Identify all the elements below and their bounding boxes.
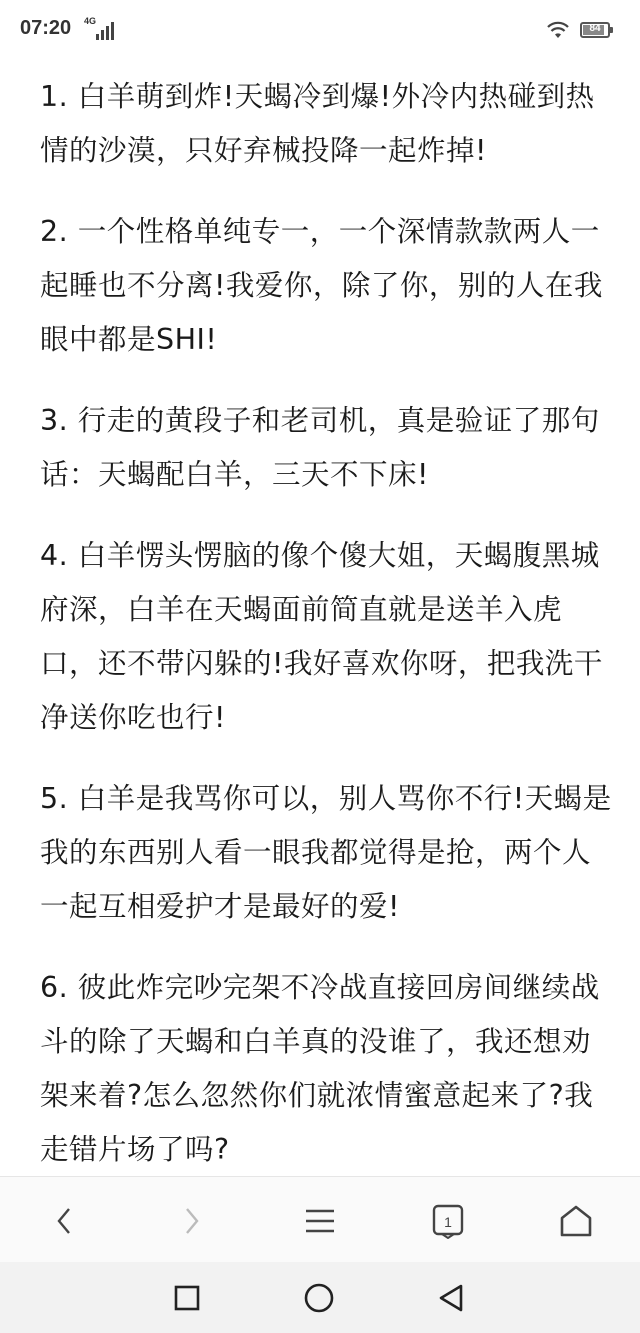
home-icon bbox=[558, 1204, 594, 1238]
cellular-signal-icon bbox=[84, 16, 116, 44]
system-navigation-bar bbox=[0, 1262, 640, 1333]
paragraph-3: 3. 行走的黄段子和老司机，真是验证了那句话：天蝎配白羊，三天不下床! bbox=[40, 404, 600, 491]
menu-icon bbox=[305, 1208, 335, 1234]
system-back-button[interactable] bbox=[429, 1276, 473, 1320]
forward-button[interactable] bbox=[170, 1199, 214, 1243]
home-circle-icon bbox=[303, 1282, 335, 1314]
recents-button[interactable] bbox=[165, 1276, 209, 1320]
back-icon bbox=[54, 1206, 74, 1236]
recents-icon bbox=[173, 1284, 201, 1312]
status-bar bbox=[0, 0, 640, 62]
paragraph-6: 6. 彼此炸完吵完架不冷战直接回房间继续战斗的除了天蝎和白羊真的没谁了，我还想劝架来着?怎么忽然你们就浓情蜜意起来了?我走错片场了吗? bbox=[40, 971, 600, 1166]
home-button[interactable] bbox=[554, 1199, 598, 1243]
article-body bbox=[40, 70, 616, 1176]
browser-toolbar bbox=[0, 1176, 640, 1263]
paragraph-1: 1. 白羊萌到炸!天蝎冷到爆!外冷内热碰到热情的沙漠，只好弃械投降一起炸掉! bbox=[40, 80, 595, 167]
paragraph-2: 2. 一个性格单纯专一，一个深情款款两人一起睡也不分离!我爱你，除了你，别的人在我眼中都是SHI! bbox=[40, 215, 603, 356]
wifi-icon bbox=[546, 20, 570, 40]
tabs-button[interactable] bbox=[426, 1199, 470, 1243]
paragraph-4: 4. 白羊愣头愣脑的像个傻大姐，天蝎腹黑城府深，白羊在天蝎面前简直就是送羊入虎口，还不带闪躲的!我好喜欢你呀，把我洗干净送你吃也行! bbox=[40, 539, 603, 734]
system-home-button[interactable] bbox=[297, 1276, 341, 1320]
back-button[interactable] bbox=[42, 1199, 86, 1243]
tabs-icon bbox=[430, 1203, 466, 1239]
forward-icon bbox=[182, 1206, 202, 1236]
network-type-label: 4G bbox=[84, 16, 97, 26]
tab-count: 1 bbox=[444, 1214, 452, 1230]
battery-icon bbox=[580, 22, 610, 38]
battery-level: 84 bbox=[589, 23, 601, 34]
paragraph-5: 5. 白羊是我骂你可以，别人骂你不行!天蝎是我的东西别人看一眼我都觉得是抢，两个人一起互相爱护才是最好的爱! bbox=[40, 782, 612, 923]
clock: 07:20 bbox=[20, 17, 72, 39]
back-triangle-icon bbox=[437, 1283, 465, 1313]
menu-button[interactable] bbox=[298, 1199, 342, 1243]
